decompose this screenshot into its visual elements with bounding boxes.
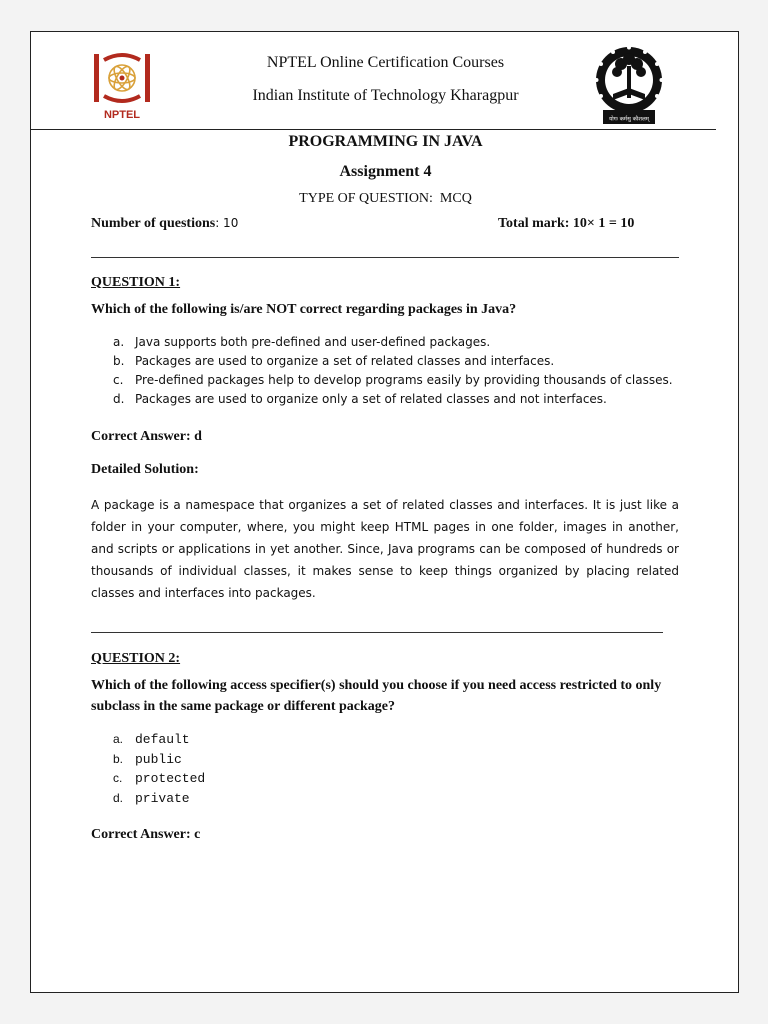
option-label: a. [113,335,125,349]
assignment-title: Assignment 4 [339,163,432,180]
question-2-text: Which of the following access specifier(s) should you choose if you need access restricted to only subclass in the same package or different package? [91,678,662,714]
option-text: protected [135,771,206,786]
list-item [91,371,711,390]
option-label: a. [113,732,124,746]
list-item [91,769,391,789]
header-title: NPTEL Online Certification Courses [266,54,505,71]
list-item [91,390,711,409]
number-of-questions-label: Number of questions [91,216,216,231]
list-item [91,352,711,371]
list-item [91,730,391,750]
question-2-options [91,730,391,808]
number-of-questions-value: : 10 [215,216,239,230]
header-subtitle: Indian Institute of Technology Kharagpur [252,87,519,104]
option-label: b. [113,751,124,766]
header-divider [31,129,716,130]
option-label: d. [113,392,125,406]
number-of-questions [91,216,238,232]
option-label: b. [113,354,125,368]
option-text: Pre-defined packages help to develop programs easily by providing thousands of classes. [135,373,673,387]
question-1-answer: Correct Answer: d [91,429,202,444]
option-text: private [135,790,190,806]
question-2-heading: QUESTION 2: [91,651,181,666]
list-item [91,750,391,770]
question-2-answer: Correct Answer: c [91,827,201,842]
option-label: d. [113,790,124,805]
option-text: Packages are used to organize only a set of related classes and not interfaces. [135,392,607,406]
question-1-text: Which of the following is/are NOT correct regarding packages in Java? [91,302,517,317]
course-title: PROGRAMMING IN JAVA [288,133,483,150]
option-text: Packages are used to organize a set of related classes and interfaces. [135,354,555,368]
iit-kharagpur-logo [593,44,665,126]
list-item [91,333,711,352]
iit-motto-text: योगः कर्मसु कौशलम् [609,116,649,123]
nptel-logo-text: NPTEL [103,109,141,121]
total-mark: Total mark: 10× 1 = 10 [498,216,635,231]
option-label: c. [113,771,123,785]
option-text: public [135,751,182,767]
option-label: c. [113,373,124,387]
option-text: Java supports both pre-defined and user-defined packages. [135,335,491,349]
question-1-solution: A package is a namespace that organizes a set of related classes and interfaces. It is just like a folder in your computer, where, you might keep HTML pages in one folder, images in another, and scripts or applications in yet another. Since, Java programs can be composed of hundreds or thousands of individual classes, it makes sense to keep things organized by placing related classes and interfaces into packages. [91,498,679,600]
document-page [30,31,739,993]
section-divider [91,257,679,258]
option-text: default [135,732,190,747]
question-1-heading: QUESTION 1: [91,275,181,290]
section-divider [91,632,663,633]
question-1-options [91,333,711,409]
question-type: TYPE OF QUESTION: MCQ [299,191,472,206]
question-1-solution-label: Detailed Solution: [91,462,199,477]
list-item [91,789,391,809]
